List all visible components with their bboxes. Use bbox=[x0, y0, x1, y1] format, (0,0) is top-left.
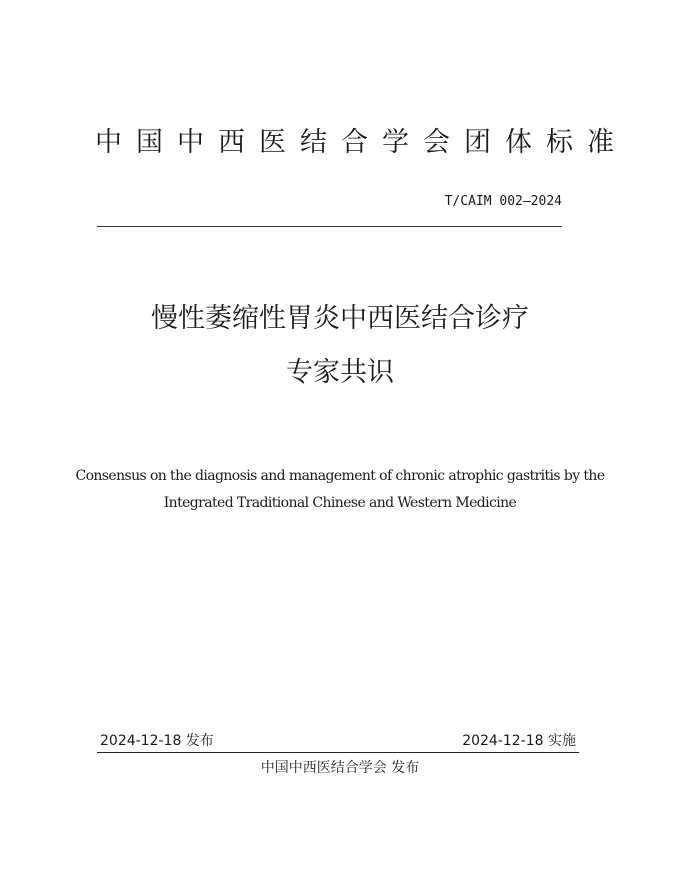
bottom-divider bbox=[97, 752, 579, 753]
top-divider bbox=[97, 226, 562, 227]
issue-date: 2024-12-18 发布 bbox=[100, 733, 214, 749]
title-zh-line2: 专家共识 bbox=[286, 357, 394, 388]
organization-standard-header: 中国中西医结合学会团体标准 bbox=[95, 127, 628, 158]
publisher: 中国中西医结合学会 发布 bbox=[260, 760, 420, 776]
title-en-line2: Integrated Traditional Chinese and Western Medicine bbox=[163, 495, 517, 511]
title-en-line1: Consensus on the diagnosis and management of chronic atrophic gastritis by the bbox=[75, 468, 605, 484]
implementation-date: 2024-12-18 实施 bbox=[462, 733, 576, 749]
title-zh-line1: 慢性萎缩性胃炎中西医结合诊疗 bbox=[151, 303, 529, 334]
standard-number: T/CAIM 002—2024 bbox=[444, 194, 562, 209]
